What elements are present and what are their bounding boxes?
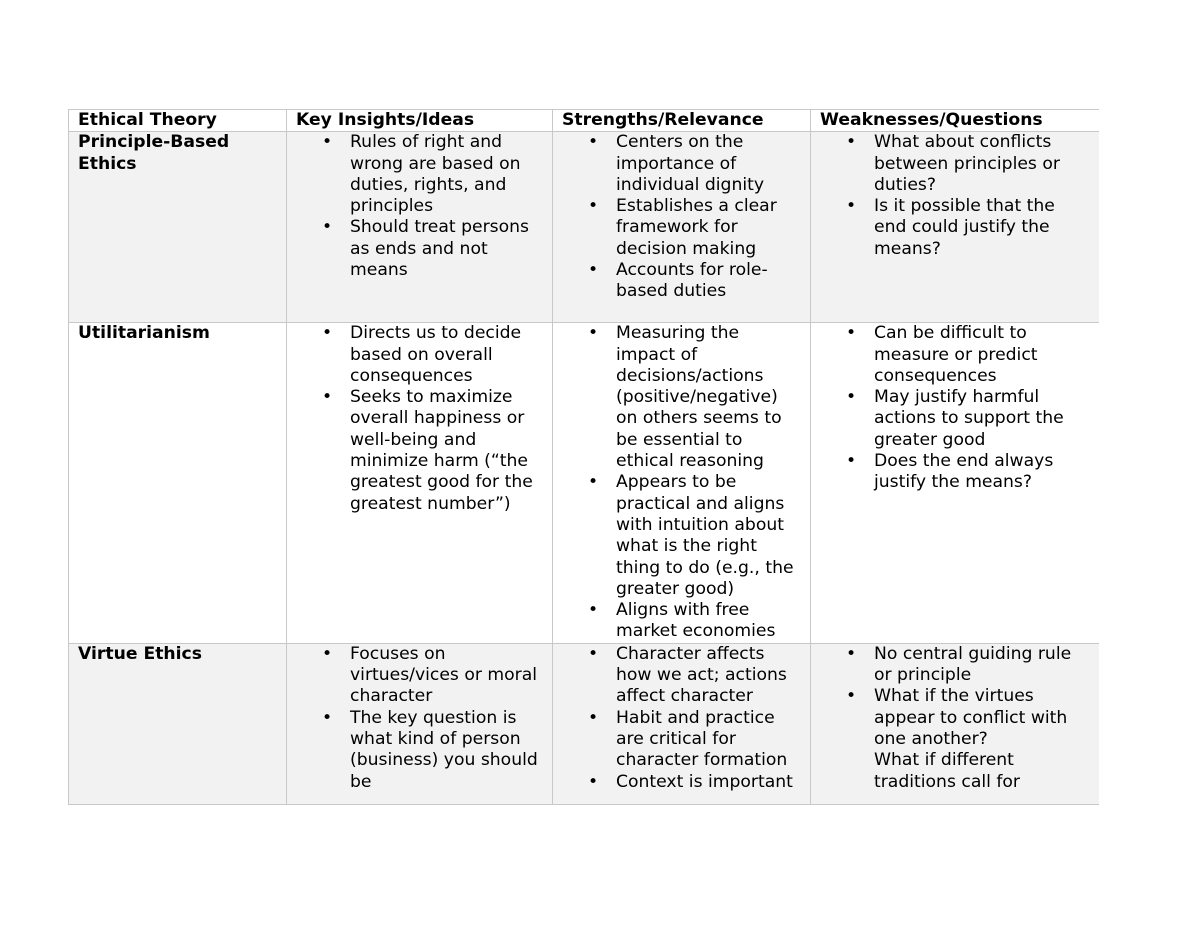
weaknesses-list — [820, 644, 1091, 793]
list-item: • Establishes a clear framework for decision making — [616, 196, 802, 260]
header-ethical-theory: Ethical Theory — [69, 110, 287, 132]
insights-list — [296, 644, 544, 793]
list-item: • Should treat persons as ends and not means — [350, 217, 544, 281]
list-item: • Aligns with free market economies — [616, 600, 802, 643]
theory-name: Utilitarianism — [78, 323, 210, 344]
list-item: • Habit and practice are critical for character formation — [616, 708, 802, 772]
list-item: • Rules of right and wrong are based on duties, rights, and principles — [350, 132, 544, 217]
list-item: • No central guiding rule or principle — [874, 644, 1091, 687]
list-item: • What if the virtues appear to conflict with one another? — [874, 686, 1091, 750]
strengths-cell — [553, 132, 811, 323]
list-item: • Character affects how we act; actions affect character — [616, 644, 802, 708]
list-item: • The key question is what kind of person (business) you should be — [350, 708, 544, 793]
weaknesses-list — [820, 132, 1091, 260]
weaknesses-list — [820, 323, 1091, 493]
table-header-row — [69, 110, 1100, 132]
insights-list — [296, 323, 544, 515]
list-item: • Measuring the impact of decisions/actions (positive/negative) on others seems to be essential to ethical reasoning — [616, 323, 802, 472]
theory-name: Principle-Based Ethics — [78, 132, 230, 174]
document-page — [68, 109, 1099, 813]
weaknesses-cell — [811, 643, 1100, 804]
list-item: • May justify harmful actions to support the greater good — [874, 387, 1091, 451]
strengths-list — [562, 644, 802, 793]
strengths-cell — [553, 323, 811, 643]
list-item: • Focuses on virtues/vices or moral character — [350, 644, 544, 708]
table-row — [69, 643, 1100, 804]
strengths-list — [562, 132, 802, 302]
table-row — [69, 323, 1100, 643]
list-item: • Seeks to maximize overall happiness or well-being and minimize harm (“the greatest good for the greatest number”) — [350, 387, 544, 515]
list-item: • Accounts for role-based duties — [616, 260, 802, 303]
list-item: • Directs us to decide based on overall consequences — [350, 323, 544, 387]
strengths-list — [562, 323, 802, 642]
header-key-insights: Key Insights/Ideas — [287, 110, 553, 132]
theory-cell — [69, 643, 287, 804]
list-item: What if different traditions call for — [874, 750, 1020, 792]
insights-list — [296, 132, 544, 281]
header-weaknesses: Weaknesses/Questions — [811, 110, 1100, 132]
theory-cell — [69, 132, 287, 323]
list-item: • Is it possible that the end could justify the means? — [874, 196, 1091, 260]
list-item: • Appears to be practical and aligns with intuition about what is the right thing to do (e.g., the greater good) — [616, 472, 802, 600]
list-item: • Context is important — [616, 772, 802, 793]
insights-cell — [287, 643, 553, 804]
insights-cell — [287, 323, 553, 643]
list-item: • Centers on the importance of individual dignity — [616, 132, 802, 196]
list-item: • Can be difficult to measure or predict consequences — [874, 323, 1091, 387]
theory-name: Virtue Ethics — [78, 643, 202, 664]
list-item: • What about conflicts between principles or duties? — [874, 132, 1091, 196]
theory-cell — [69, 323, 287, 643]
strengths-cell — [553, 643, 811, 804]
ethical-theories-table — [68, 109, 1099, 805]
insights-cell — [287, 132, 553, 323]
list-item: • Does the end always justify the means? — [874, 451, 1091, 494]
header-strengths: Strengths/Relevance — [553, 110, 811, 132]
table-row — [69, 132, 1100, 323]
weaknesses-cell — [811, 132, 1100, 323]
weaknesses-cell — [811, 323, 1100, 643]
